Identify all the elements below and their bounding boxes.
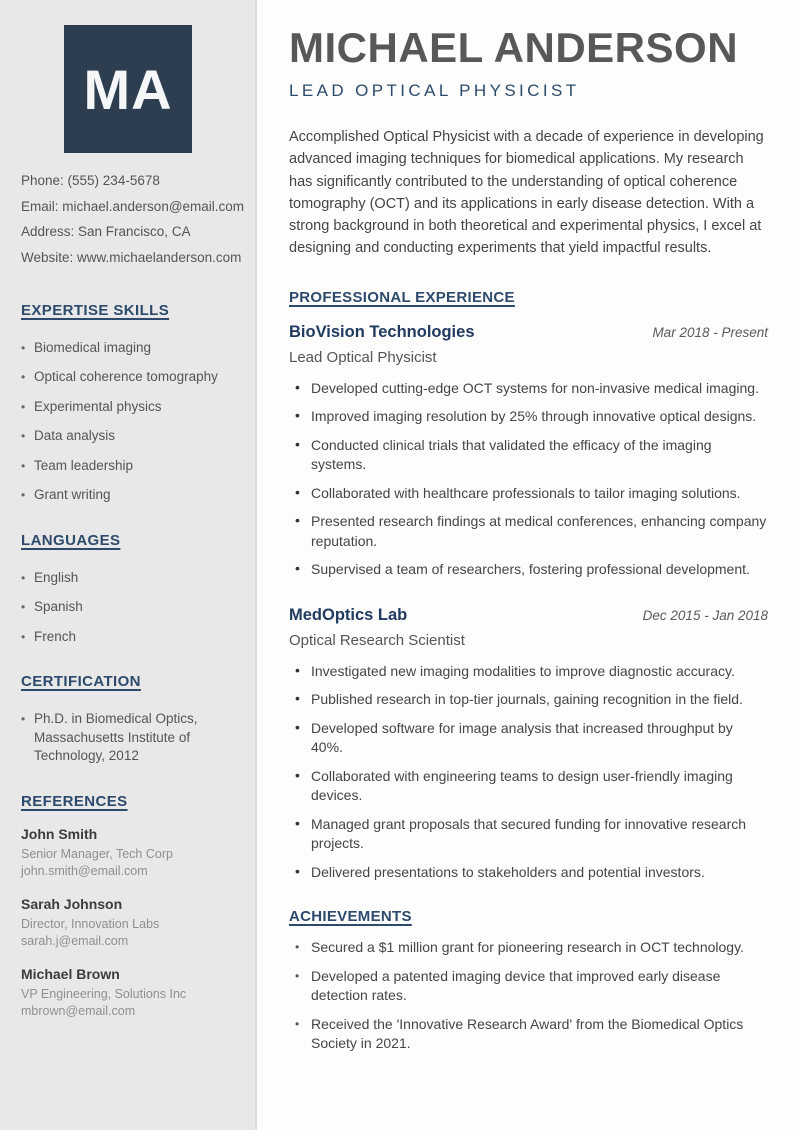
job-bullet: • Supervised a team of researchers, fostering professional development.: [289, 560, 767, 580]
job-dates: Dec 2015 - Jan 2018: [642, 607, 768, 623]
contact-info: [21, 173, 245, 265]
reference-name: Sarah Johnson: [21, 895, 123, 912]
job-bullet-list: [289, 662, 768, 883]
certification-list: [21, 710, 235, 766]
summary-paragraph: Accomplished Optical Physicist with a decade of experience in developing advanced imaging techniques for biomedical applications. My research has significantly contributed to the understanding of optical coherence tomography (OCT) and its applications in early disease detection. With a strong background in both theoretical and experimental physics, I excel at designing and conducting experiments that yield impactful results.: [289, 129, 764, 257]
job-header: [289, 606, 768, 625]
achievement-item: • Developed a patented imaging device that improved early disease detection rates.: [289, 967, 767, 1006]
job-bullet: • Published research in top-tier journals, gaining recognition in the field.: [289, 690, 767, 710]
reference-entry: [21, 826, 235, 880]
job-header: [289, 323, 768, 342]
skill-item: • Biomedical imaging: [21, 339, 235, 358]
contact-line: Website: www.michaelanderson.com: [21, 249, 242, 265]
achievements-list: [289, 938, 768, 1054]
job-bullet: • Developed software for image analysis that increased throughput by 40%.: [289, 719, 767, 758]
job-dates: Mar 2018 - Present: [652, 324, 768, 340]
achievement-item: • Received the 'Innovative Research Award' from the Biomedical Optics Society in 2021.: [289, 1015, 767, 1054]
job-role: Lead Optical Physicist: [289, 348, 437, 366]
job-role: Optical Research Scientist: [289, 631, 465, 649]
skill-item: • Data analysis: [21, 427, 235, 446]
skills-list: [21, 339, 235, 505]
section-languages: [21, 532, 235, 647]
reference-name: John Smith: [21, 825, 98, 842]
job-bullet: • Managed grant proposals that secured funding for innovative research projects.: [289, 815, 767, 854]
avatar: [64, 25, 192, 153]
page-title: MICHAEL ANDERSON: [289, 24, 739, 71]
job-bullet: • Collaborated with engineering teams to design user-friendly imaging devices.: [289, 767, 767, 806]
contact-line: Email: michael.anderson@email.com: [21, 198, 245, 214]
section-references: [21, 793, 235, 1020]
skill-item: • Optical coherence tomography: [21, 368, 235, 387]
job-bullet: • Collaborated with healthcare professionals to tailor imaging solutions.: [289, 484, 767, 504]
contact-line: Phone: (555) 234-5678: [21, 173, 160, 188]
skill-item: • Grant writing: [21, 486, 235, 505]
sidebar: [0, 0, 257, 1130]
references-heading: REFERENCES: [21, 792, 128, 810]
languages-heading: LANGUAGES: [21, 531, 121, 549]
expertise-skills-heading: EXPERTISE SKILLS: [21, 301, 170, 319]
job-title-subtitle: LEAD OPTICAL PHYSICIST: [289, 81, 580, 100]
language-item: • English: [21, 569, 235, 588]
reference-name: Michael Brown: [21, 965, 120, 982]
language-item: • French: [21, 628, 235, 647]
reference-title: VP Engineering, Solutions Inc: [21, 986, 187, 1001]
references-list: [21, 826, 235, 1020]
job-bullet: • Investigated new imaging modalities to improve diagnostic accuracy.: [289, 662, 767, 682]
reference-entry: [21, 896, 235, 950]
language-item: • Spanish: [21, 598, 235, 617]
reference-email: john.smith@email.com: [21, 863, 148, 878]
reference-title: Senior Manager, Tech Corp: [21, 846, 173, 861]
main-content: [259, 0, 800, 1130]
job-entry-biovision: [289, 323, 768, 580]
job-bullet: • Conducted clinical trials that validated the efficacy of the imaging systems.: [289, 436, 767, 475]
job-bullet: • Presented research findings at medical conferences, enhancing company reputation.: [289, 512, 767, 551]
job-bullet-list: [289, 379, 768, 580]
job-bullet: • Delivered presentations to stakeholders and potential investors.: [289, 863, 767, 883]
job-company: MedOptics Lab: [289, 605, 408, 624]
reference-email: mbrown@email.com: [21, 1003, 136, 1018]
contact-line: Address: San Francisco, CA: [21, 224, 191, 239]
job-entry-medoptics: [289, 606, 768, 883]
certification-item: • Ph.D. in Biomedical Optics, Massachusetts Institute of Technology, 2012: [21, 710, 235, 766]
section-expertise-skills: [21, 302, 235, 505]
skill-item: • Team leadership: [21, 457, 235, 476]
achievement-item: • Secured a $1 million grant for pioneering research in OCT technology.: [289, 938, 767, 958]
reference-email: sarah.j@email.com: [21, 933, 129, 948]
professional-experience-heading: PROFESSIONAL EXPERIENCE: [289, 288, 515, 306]
reference-entry: [21, 966, 235, 1020]
reference-title: Director, Innovation Labs: [21, 916, 160, 931]
certification-heading: CERTIFICATION: [21, 673, 141, 690]
achievements-heading: ACHIEVEMENTS: [289, 908, 412, 926]
job-company: BioVision Technologies: [289, 322, 475, 341]
section-certification: [21, 673, 235, 766]
job-bullet: • Improved imaging resolution by 25% through innovative optical designs.: [289, 407, 767, 427]
languages-list: [21, 569, 235, 647]
avatar-initials: MA: [83, 57, 173, 121]
skill-item: • Experimental physics: [21, 398, 235, 417]
job-bullet: • Developed cutting-edge OCT systems for non-invasive medical imaging.: [289, 379, 767, 399]
